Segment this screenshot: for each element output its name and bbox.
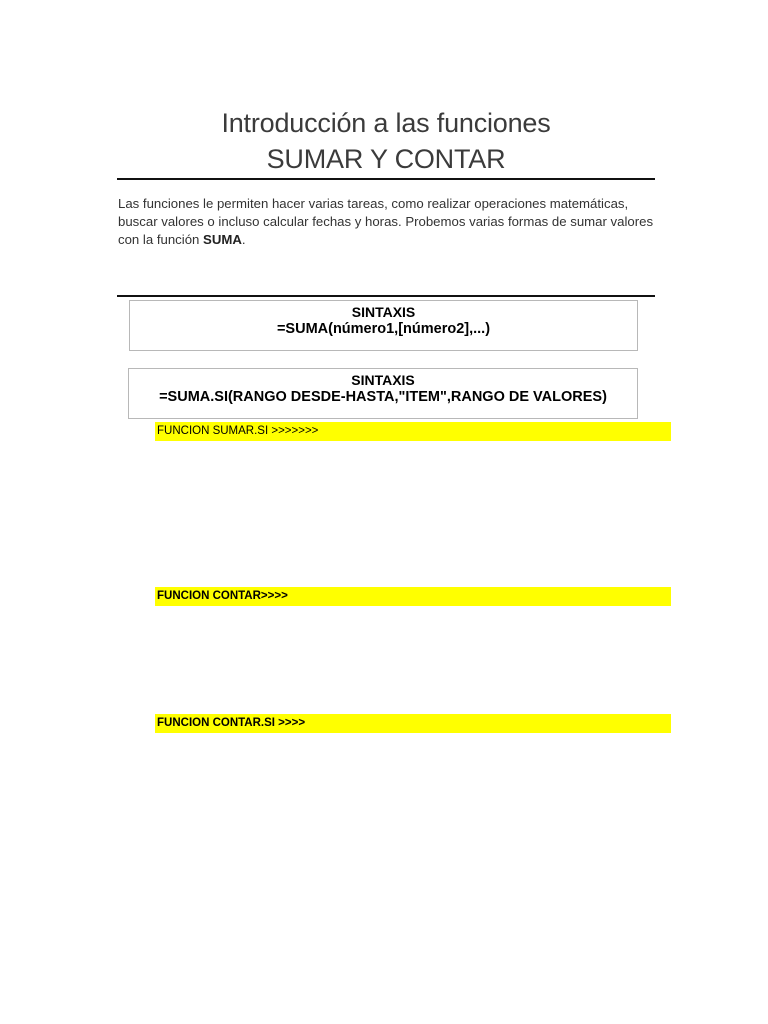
syntax-label: SINTAXIS: [351, 372, 415, 388]
syntax-box-suma-si: [128, 368, 638, 419]
title-divider: [117, 178, 655, 180]
band-contar: FUNCION CONTAR>>>>: [155, 587, 671, 606]
syntax-box-suma: [129, 300, 638, 351]
band-contar-si: FUNCION CONTAR.SI >>>>: [155, 714, 671, 733]
band-sumar-si: FUNCION SUMAR.SI >>>>>>>: [155, 422, 671, 441]
syntax-formula: =SUMA.SI(RANGO DESDE-HASTA,"ITEM",RANGO DE VALORES): [159, 389, 607, 405]
intro-text: Las funciones le permiten hacer varias tareas, como realizar operaciones matemáticas, buscar valores o incluso calcular fechas y horas. Probemos varias formas de sumar valores con la función: [118, 196, 654, 247]
section-divider: [117, 295, 655, 297]
intro-suffix: .: [241, 232, 246, 247]
intro-paragraph: [118, 195, 658, 249]
syntax-label: SINTAXIS: [351, 304, 416, 320]
page-subtitle: SUMAR Y CONTAR: [266, 144, 506, 174]
intro-bold-keyword: SUMA: [203, 232, 242, 247]
page-title: Introducción a las funciones: [221, 108, 551, 138]
syntax-formula: =SUMA(número1,[número2],...): [276, 321, 491, 337]
